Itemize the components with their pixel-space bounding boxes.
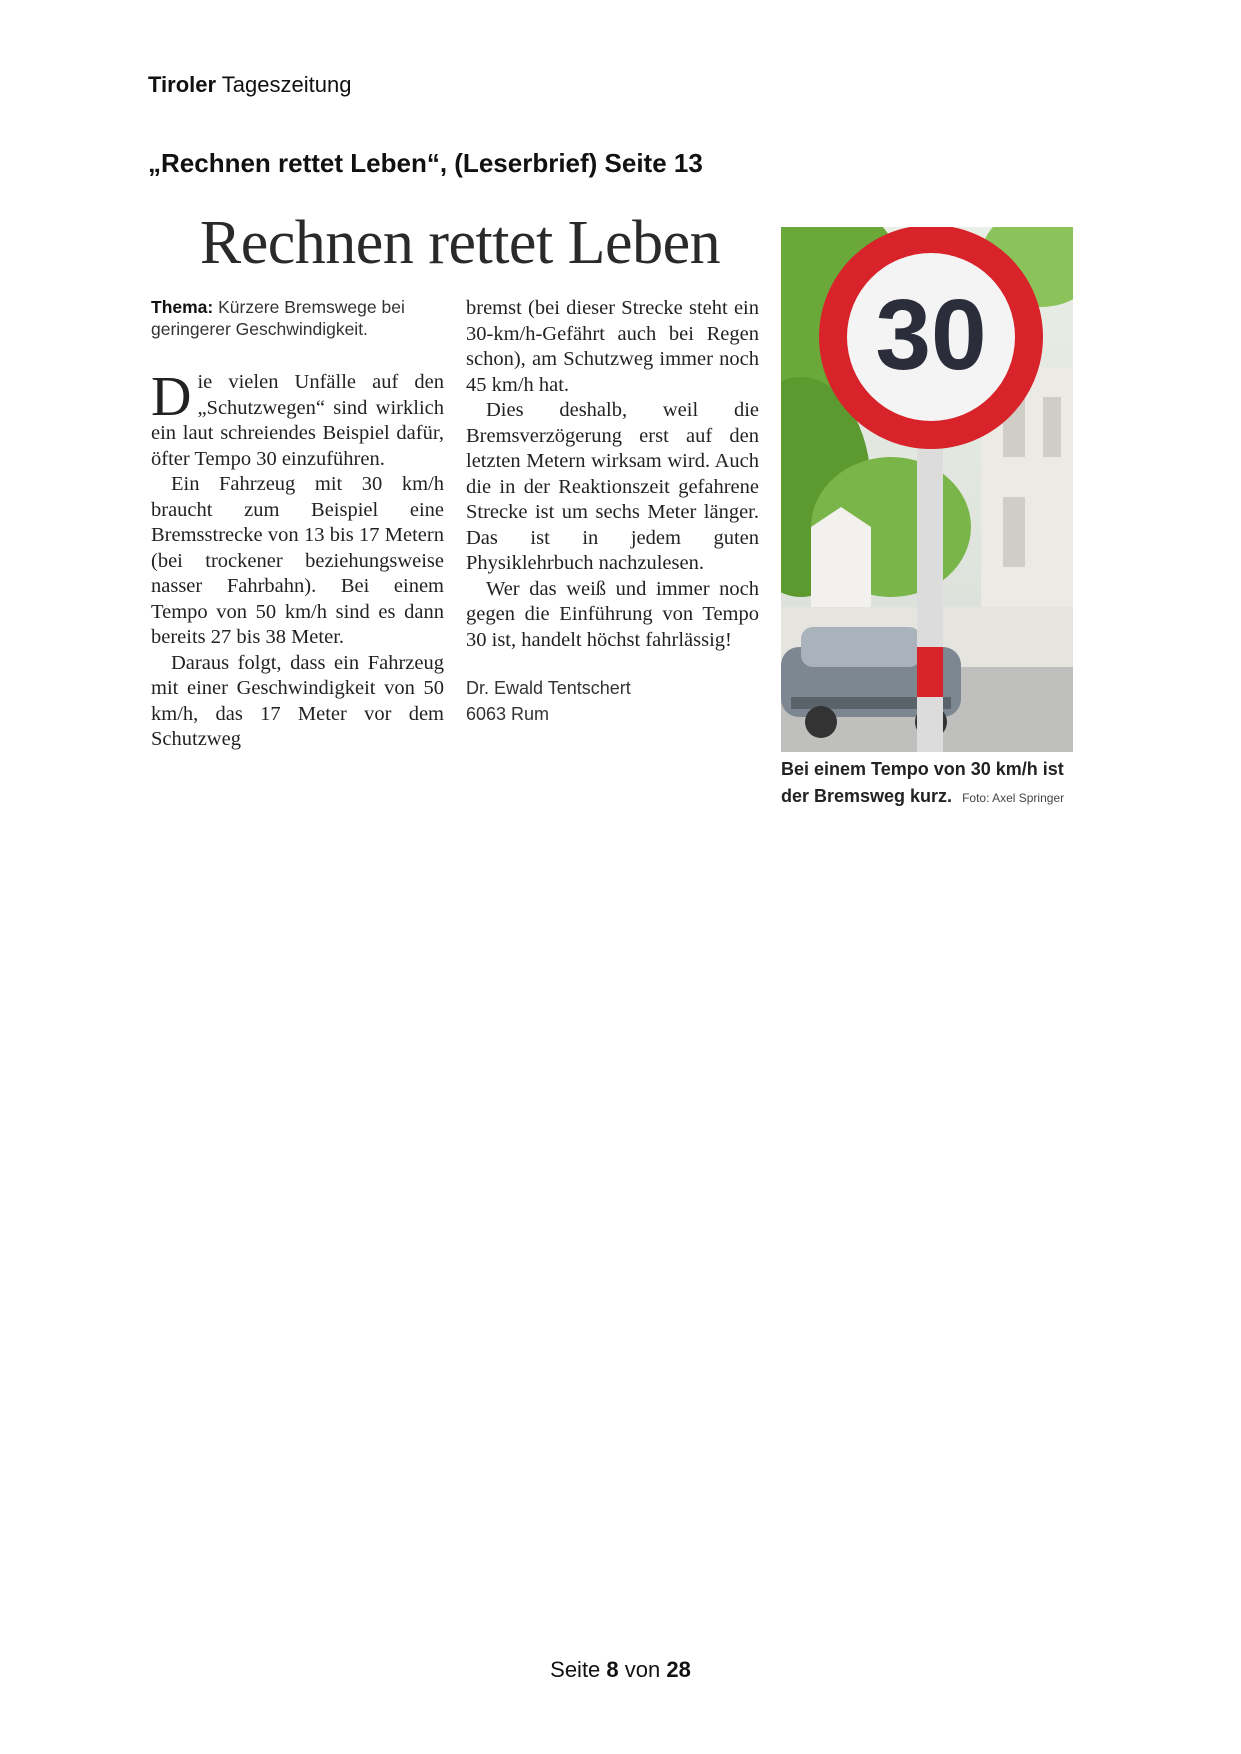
topic-line <box>151 296 444 340</box>
paragraph-text: ie vielen Unfälle auf den „Schutzwegen“ sind wirklich ein laut schreiendes Beispiel dafür, öfter Tempo 30 einzuführen. <box>151 371 444 470</box>
caption-text: Bei einem Tempo von 30 km/h ist der Bremsweg kurz. <box>781 759 1064 806</box>
newspaper-masthead <box>148 72 351 98</box>
footer-middle: von <box>618 1657 667 1682</box>
signature <box>466 675 759 727</box>
author-name: Dr. Ewald Tentschert <box>466 678 631 698</box>
article-column-1 <box>151 296 444 753</box>
clip-heading: „Rechnen rettet Leben“, (Leserbrief) Seite 13 <box>148 148 703 178</box>
topic-text: Kürzere Bremswege bei geringerer Geschwindigkeit. <box>151 297 405 339</box>
current-page: 8 <box>606 1657 619 1682</box>
paragraph: bremst (bei dieser Strecke steht ein 30-km/h-Gefährt auch bei Regen schon), am Schutzweg immer noch 45 km/h hat. <box>466 297 759 396</box>
author-location: 6063 Rum <box>466 704 550 724</box>
drop-cap: D <box>151 366 192 428</box>
paragraph: Wer das weiß und immer noch gegen die Einführung von Tempo 30 ist, handelt höchst fahrlässig! <box>466 577 759 651</box>
speed-limit-sign-image <box>781 227 1073 752</box>
paragraph: Daraus folgt, dass ein Fahrzeug mit einer Geschwindigkeit von 50 km/h, das 17 Meter vor dem Schutzweg <box>151 651 444 750</box>
paragraph: Ein Fahrzeug mit 30 km/h braucht zum Beispiel eine Bremsstrecke von 13 bis 17 Metern (bei trockener beziehungsweise nasser Fahrbahn). Bei einem Tempo von 50 km/h sind es dann bereits 27 bis 38 Meter. <box>151 473 444 648</box>
sign-number: 30 <box>875 279 987 391</box>
masthead-rest: Tageszeitung <box>216 72 352 97</box>
footer-prefix: Seite <box>550 1657 607 1682</box>
paragraph <box>151 366 444 472</box>
speed-sign-photo <box>781 227 1073 752</box>
masthead-bold: Tiroler <box>148 72 217 97</box>
topic-label: Thema: <box>151 297 214 317</box>
photo-caption <box>781 756 1081 812</box>
total-pages: 28 <box>666 1657 691 1682</box>
article-column-2 <box>466 296 759 727</box>
photo-credit: Foto: Axel Springer <box>962 791 1065 805</box>
paragraph: Dies deshalb, weil die Bremsverzögerung erst auf den letzten Metern wirksam wird. Auch die in der Reaktionszeit gefahrene Strecke ist um sechs Meter länger. Das ist in jedem guten Physiklehrbuch nachzulesen. <box>466 399 759 574</box>
page-footer <box>0 1657 1241 1683</box>
article-headline: Rechnen rettet Leben <box>199 209 721 277</box>
